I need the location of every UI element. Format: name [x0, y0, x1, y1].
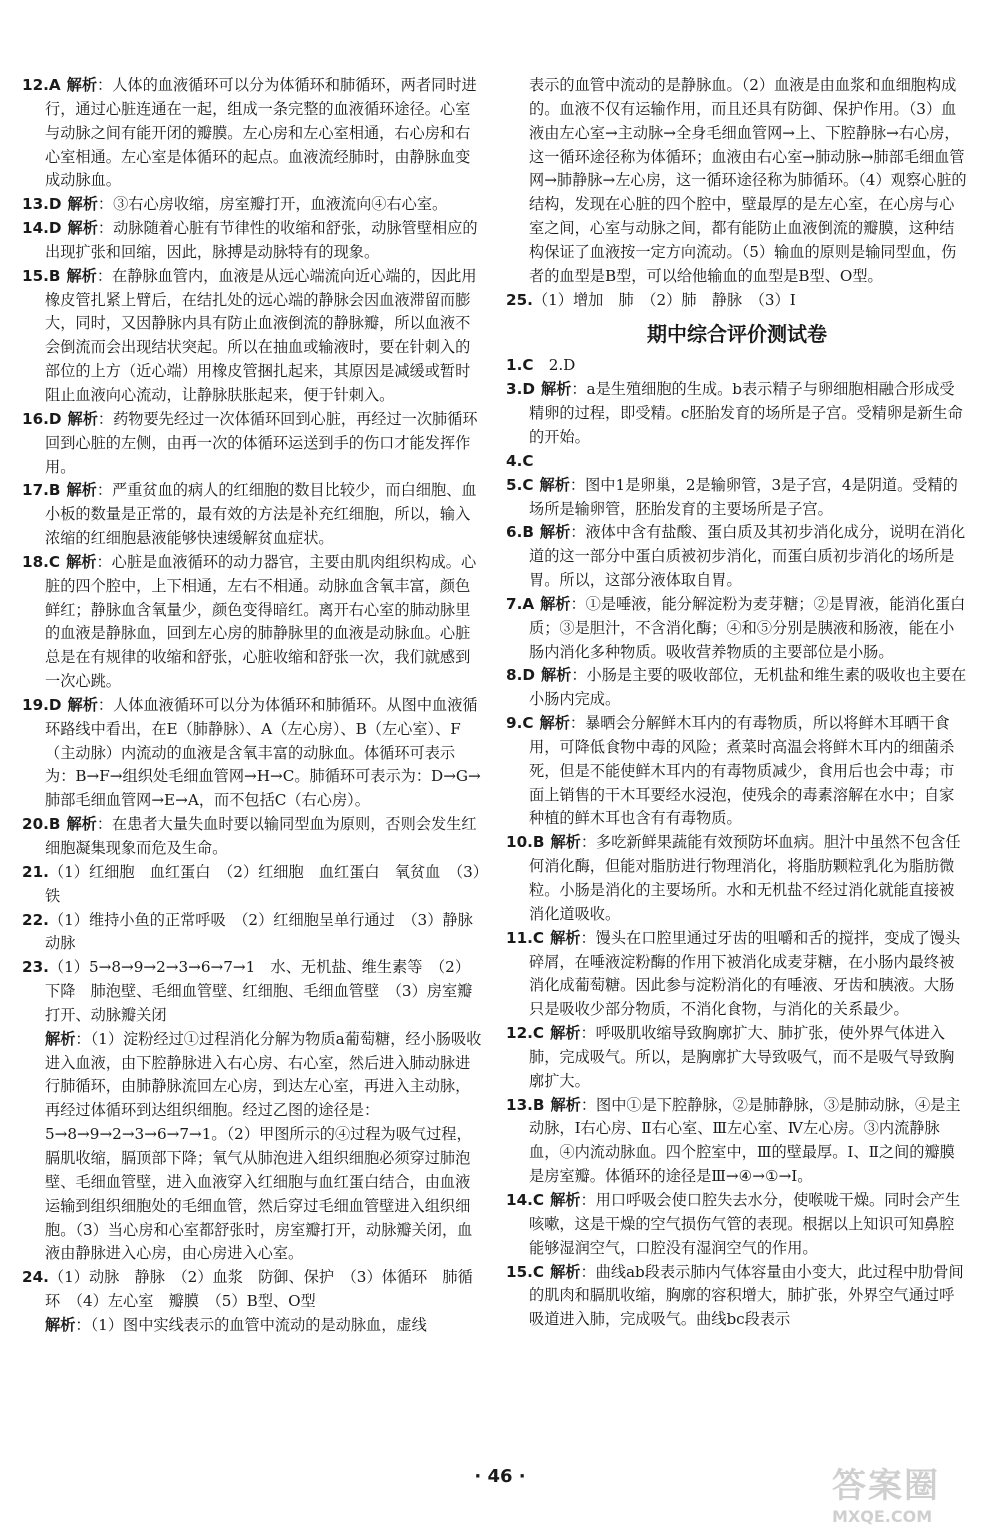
question-number: 19. [22, 695, 49, 714]
entry-text: ：呼吸肌收缩导致胸廓扩大、肺扩张，使外界气体进入肺，完成吸气。所以，是胸廓扩大导致吸气，而不是吸气导致胸廓扩大。 [529, 1024, 955, 1090]
answer-choice: B [522, 523, 534, 542]
entry-text: 表示的血管中流动的是静脉血。（2）血液是由血浆和血细胞构成的。血液不仅有运输作用，而且还具有防御、保护作用。（3）血液由左心室→主动脉→全身毛细血管网→上、下腔静脉→右心房，这一循环途径称为体循环；血液由右心室→肺动脉→肺部毛细血管网→肺静脉→左心房，这一循环途径称为肺循环。（4）观察心脏的结构，发现在心脏的四个腔中，壁最厚的是左心室，在心房与心室之间，心室与动脉之间，都有能防止血液倒流的瓣膜，这种结构保证了血液按一定方向流动。（5）输血的原则是输同型血，伤者的血型是B型，可以给他输血的血型是B型、O型。 [529, 76, 967, 285]
answer-entry [22, 694, 484, 813]
analysis-label: 解析 [66, 552, 97, 571]
section-title: 期中综合评价测试卷 [647, 322, 827, 347]
answer-choice: D [48, 695, 62, 714]
answer-entry [506, 450, 968, 474]
answer-entry [22, 479, 484, 551]
answer-entry [22, 193, 484, 217]
watermark-url: MXQE.COM [832, 1507, 933, 1526]
answer-choice: B [48, 815, 61, 834]
answer-choice: D [48, 219, 62, 238]
entry-text: ：多吃新鲜果蔬能有效预防坏血病。胆汁中虽然不包含任何消化酶，但能对脂肪进行物理消化，将脂肪颗粒乳化为脂肪微粒。小肠是消化的主要场所。水和无机盐不经过消化就能直接被消化道吸收。 [529, 833, 961, 923]
answer-entry [506, 664, 968, 712]
answer-entry [506, 1094, 968, 1189]
right-column-bottom [506, 354, 968, 1332]
entry-text: ：①是唾液，能分解淀粉为麦芽糖；②是胃液，能消化蛋白质；③是胆汁，不含消化酶；④和⑤分别是胰液和肠液，能在小肠内消化多种物质。吸收营养物质的主要部位是小肠。 [529, 594, 966, 661]
question-number: 17. [22, 481, 49, 500]
answer-choice: A [522, 594, 535, 613]
answer-entry [506, 74, 968, 289]
answer-entry [506, 712, 968, 831]
answer-choice: C [532, 1262, 545, 1281]
answer-choice: C [522, 475, 534, 494]
question-number: 14. [22, 219, 49, 238]
question-number: 22. [22, 910, 49, 929]
question-number: 24. [22, 1268, 49, 1287]
answer-choice: B [532, 833, 545, 852]
question-number: 11. [506, 928, 533, 947]
answer-entry [506, 289, 968, 313]
answer-entry [22, 1314, 484, 1338]
analysis-label: 解析 [540, 380, 572, 399]
question-number: 25. [506, 290, 533, 309]
watermark-logo [832, 1458, 982, 1526]
question-number: 3. [506, 380, 523, 399]
question-number: 23. [22, 958, 49, 977]
entry-text: ：液体中含有盐酸、蛋白质及其初步消化成分，说明在消化道的这一部分中蛋白质被初步消化，而蛋白质初步消化的场所是胃。所以，这部分液体取自胃。 [529, 523, 966, 590]
answer-choice: D [522, 666, 535, 685]
answer-entry [22, 74, 484, 193]
entry-text: ：人体血液循环可以分为体循环和肺循环。从图中血液循环路线中看出，在E（肺静脉）、A（左心房）、B（左心室）、F（主动脉）内流动的血液是含氧丰富的动脉血。体循环可表示为：B→F→组织处毛细血管网→H→C。肺循环可表示为：D→G→肺部毛细血管网→E→A，而不包括C（右心房）。 [45, 695, 481, 810]
question-number: 4. [506, 451, 523, 470]
entry-text: （1）动脉 静脉 （2）血浆 防御、保护 （3）体循环 肺循环 （4）左心室 瓣膜 （5）B型、O型 [45, 1268, 473, 1311]
entry-text: （1）维持小鱼的正常呼吸 （2）红细胞呈单行通过 （3）静脉 动脉 [45, 910, 488, 953]
answer-choice: D [48, 409, 62, 428]
answer-entry [22, 909, 488, 957]
answer-choice: A [48, 76, 61, 94]
left-column [22, 74, 488, 1338]
question-number: 14. [506, 1190, 533, 1209]
answer-entry [22, 956, 484, 1028]
question-number: 12. [506, 1024, 533, 1043]
answer-entry [22, 408, 484, 480]
entry-text: （1）红细胞 血红蛋白 （2）红细胞 血红蛋白 氧贫血 （3）铁 [45, 862, 481, 905]
question-number: 6. [506, 523, 523, 542]
answer-entry [22, 813, 484, 861]
answer-entry [506, 593, 968, 665]
question-number: 15. [22, 266, 49, 285]
analysis-label: 解析 [540, 594, 571, 613]
answer-choice: C [532, 1024, 545, 1043]
analysis-label: 解析 [550, 1262, 581, 1281]
question-number: 15. [506, 1262, 533, 1281]
question-number: 20. [22, 815, 49, 834]
analysis-label: 解析 [45, 1315, 76, 1334]
question-number: 1. [506, 356, 523, 375]
analysis-label: 解析 [540, 666, 572, 685]
question-number: 9. [506, 714, 523, 733]
entry-text: 2.D [533, 356, 576, 375]
answer-entry [22, 861, 484, 909]
entry-text: ：a是生殖细胞的生成。b表示精子与卵细胞相融合形成受精卵的过程，即受精。c胚胎发育的场所是子宫。受精卵是新生命的开始。 [529, 380, 963, 446]
answer-entry [22, 217, 484, 265]
page-number: · 46 · [474, 1466, 526, 1487]
entry-text: ：馒头在口腔里通过牙齿的咀嚼和舌的搅拌，变成了馒头碎屑，在唾液淀粉酶的作用下被消化成麦芽糖，在小肠内最终被消化成葡萄糖。因此参与淀粉消化的有唾液、牙齿和胰液。大肠只是吸收少部分物质，不消化食物，与消化的关系最少。 [529, 928, 961, 1019]
question-number: 8. [506, 666, 523, 685]
right-column [506, 74, 968, 1332]
analysis-label: 解析 [66, 481, 97, 500]
answer-choice: C [522, 714, 534, 733]
analysis-label: 解析 [539, 523, 571, 542]
answer-choice: D [48, 195, 62, 214]
answer-entry [22, 1028, 484, 1266]
analysis-label: 解析 [66, 815, 97, 834]
entry-text: ：药物要先经过一次体循环回到心脏，再经过一次肺循环回到心脏的左侧，由再一次的体循环运送到手的伤口才能发挥作用。 [45, 409, 478, 476]
analysis-label: 解析 [67, 219, 98, 238]
entry-text: ：（1）淀粉经过①过程消化分解为物质a葡萄糖，经小肠吸收进入血液，由下腔静脉进入右心房、右心室，然后进入肺动脉进行肺循环，由肺静脉流回左心房，到达左心室，再进入主动脉，再经过体循环到达组织细胞。经过乙图的途径是：5→8→9→2→3→6→7→1。（2）甲图所示的④过程为吸气过程，膈肌收缩，膈顶部下降；氧气从肺泡进入组织细胞必须穿过肺泡壁、毛细血管壁，进入血液穿入红细胞与血红蛋白结合，由血液运输到组织细胞处的毛细血管，然后穿过毛细血管壁进入组织细胞。（3）当心房和心室都舒张时，房室瓣打开，动脉瓣关闭，血液由静脉进入心房，由心房进入心室。 [45, 1029, 482, 1263]
answer-entry [22, 265, 484, 408]
question-number: 13. [22, 195, 49, 214]
answer-choice: C [522, 356, 534, 375]
answer-choice: C [532, 1190, 545, 1209]
answer-entry [506, 927, 968, 1022]
question-number: 18. [22, 552, 49, 571]
answer-entry [22, 1266, 484, 1314]
analysis-label: 解析 [550, 928, 581, 947]
watermark-logo-text: 答案圈 [832, 1466, 940, 1506]
answer-entry [506, 354, 968, 378]
analysis-label: 解析 [550, 1095, 581, 1114]
entry-text: （1）增加 肺 （2）肺 静脉 （3）Ⅰ [532, 290, 796, 309]
entry-text: ：小肠是主要的吸收部位，无机盐和维生素的吸收也主要在小肠内完成。 [529, 666, 967, 709]
answer-choice: B [48, 481, 61, 500]
answer-entry [506, 1189, 968, 1261]
analysis-label: 解析 [550, 833, 581, 852]
answer-choice: C [532, 928, 545, 947]
answer-choice: B [48, 266, 61, 285]
answer-choice: D [522, 380, 535, 399]
question-number: 7. [506, 594, 523, 613]
question-number: 16. [22, 409, 49, 428]
right-column-top [506, 74, 968, 312]
analysis-label: 解析 [539, 475, 570, 494]
question-number: 12. [22, 76, 49, 94]
entry-text: ：曲线ab段表示肺内气体容量由小变大，此过程中肋骨间的肌肉和膈肌收缩，胸廓的容积增大，肺扩张，外界空气通过呼吸道进入肺，完成吸气。曲线bc段表示 [529, 1262, 964, 1329]
entry-text: ：在患者大量失血时要以输同型血为原则，否则会发生红细胞凝集现象而危及生命。 [45, 815, 477, 857]
entry-text: ：暴晒会分解鲜木耳内的有毒物质，所以将鲜木耳晒干食用，可降低食物中毒的风险；煮菜时高温会将鲜木耳内的细菌杀死，但是不能使鲜木耳内的有毒物质减少，食用后也会中毒；市面上销售的干木耳要经水浸泡，使残余的毒素溶解在水中；自家种植的鲜木耳也含有有毒物质。 [529, 714, 955, 828]
answer-choice: C [522, 451, 534, 470]
answer-entry [506, 1261, 968, 1333]
entry-text: ：图中1是卵巢，2是输卵管，3是子宫，4是阴道。受精的场所是输卵管，胚胎发育的主要场所是子宫。 [529, 475, 958, 518]
analysis-label: 解析 [45, 1029, 76, 1048]
entry-text: ：图中①是下腔静脉，②是肺静脉，③是肺动脉，④是主动脉，Ⅰ右心房、Ⅱ右心室、Ⅲ左心室、Ⅳ左心房。③内流静脉血，④内流动脉血。四个腔室中，Ⅲ的壁最厚。Ⅰ、Ⅱ之间的瓣膜是房室瓣。体循环的途径是Ⅲ→④→①→Ⅰ。 [529, 1095, 961, 1186]
question-number: 10. [506, 833, 533, 852]
entry-text: ：严重贫血的病人的红细胞的数目比较少，而白细胞、血小板的数量是正常的，最有效的方法是补充红细胞，所以，输入浓缩的红细胞悬液能够快速缓解贫血症状。 [45, 481, 477, 548]
analysis-label: 解析 [539, 714, 570, 733]
entry-text: ：（1）图中实线表示的血管中流动的是动脉血，虚线 [75, 1315, 427, 1334]
analysis-label: 解析 [550, 1190, 581, 1209]
entry-text: ：心脏是血液循环的动力器官，主要由肌肉组织构成。心脏的四个腔中，上下相通，左右不相通。动脉血含氧丰富，颜色鲜红；静脉血含氧量少，颜色变得暗红。离开右心室的肺动脉里的血液是静脉血，回到左心房的肺静脉里的血液是动脉血。心脏总是在有规律的收缩和舒张，心脏收缩和舒张一次，我们就感到一次心跳。 [45, 552, 477, 691]
entry-text: ：用口呼吸会使口腔失去水分，使喉咙干燥。同时会产生咳嗽，这是干燥的空气损伤气管的表现。根据以上知识可知鼻腔能够湿润空气，口腔没有湿润空气的作用。 [529, 1190, 961, 1257]
analysis-label: 解析 [67, 195, 98, 214]
entry-text: ：在静脉血管内，血液是从远心端流向近心端的，因此用橡皮管扎紧上臂后，在结扎处的远心端的静脉会因血液滞留而膨大，同时，又因静脉内具有防止血液倒流的静脉瓣，所以血液不会倒流而会出现结状突起。所以在抽血或输液时，要在针刺入的部位的上方（近心端）用橡皮管捆扎起来，其原因是减缓或暂时阻止血液向心流动，让静脉肤胀起来，便于针刺入。 [45, 266, 477, 404]
analysis-label: 解析 [550, 1024, 581, 1043]
answer-entry [506, 378, 968, 450]
answer-entry [506, 521, 968, 593]
analysis-label: 解析 [67, 695, 98, 714]
analysis-label: 解析 [67, 409, 98, 428]
answer-entry [506, 831, 968, 926]
analysis-label: 解析 [66, 266, 97, 285]
entry-text: ：③右心房收缩，房室瓣打开，血液流向④右心室。 [97, 195, 448, 214]
answer-entry [506, 1022, 968, 1094]
entry-text: （1）5→8→9→2→3→6→7→1 水、无机盐、维生素等 （2）下降 肺泡壁、毛细血管壁、红细胞、毛细血管壁 （3）房室瓣打开、动脉瓣关闭 [45, 958, 473, 1024]
answer-choice: C [48, 552, 61, 571]
answer-choice: B [532, 1095, 545, 1114]
answer-entry [22, 551, 484, 694]
question-number: 5. [506, 475, 523, 494]
question-number: 13. [506, 1095, 533, 1114]
entry-text: ：动脉随着心脏有节律性的收缩和舒张，动脉管壁相应的出现扩张和回缩，因此，脉搏是动脉特有的现象。 [45, 219, 478, 261]
analysis-label: 解析 [66, 76, 98, 94]
question-number: 21. [22, 862, 49, 881]
entry-text: ：人体的血液循环可以分为体循环和肺循环，两者同时进行，通过心脏连通在一起，组成一条完整的血液循环途径。心室与动脉之间有能开闭的瓣膜。左心房和左心室相通，右心房和右心室相通。左心室是体循环的起点。血液流经肺时，由静脉血变成动脉血。 [45, 76, 477, 190]
answer-entry [506, 474, 968, 522]
